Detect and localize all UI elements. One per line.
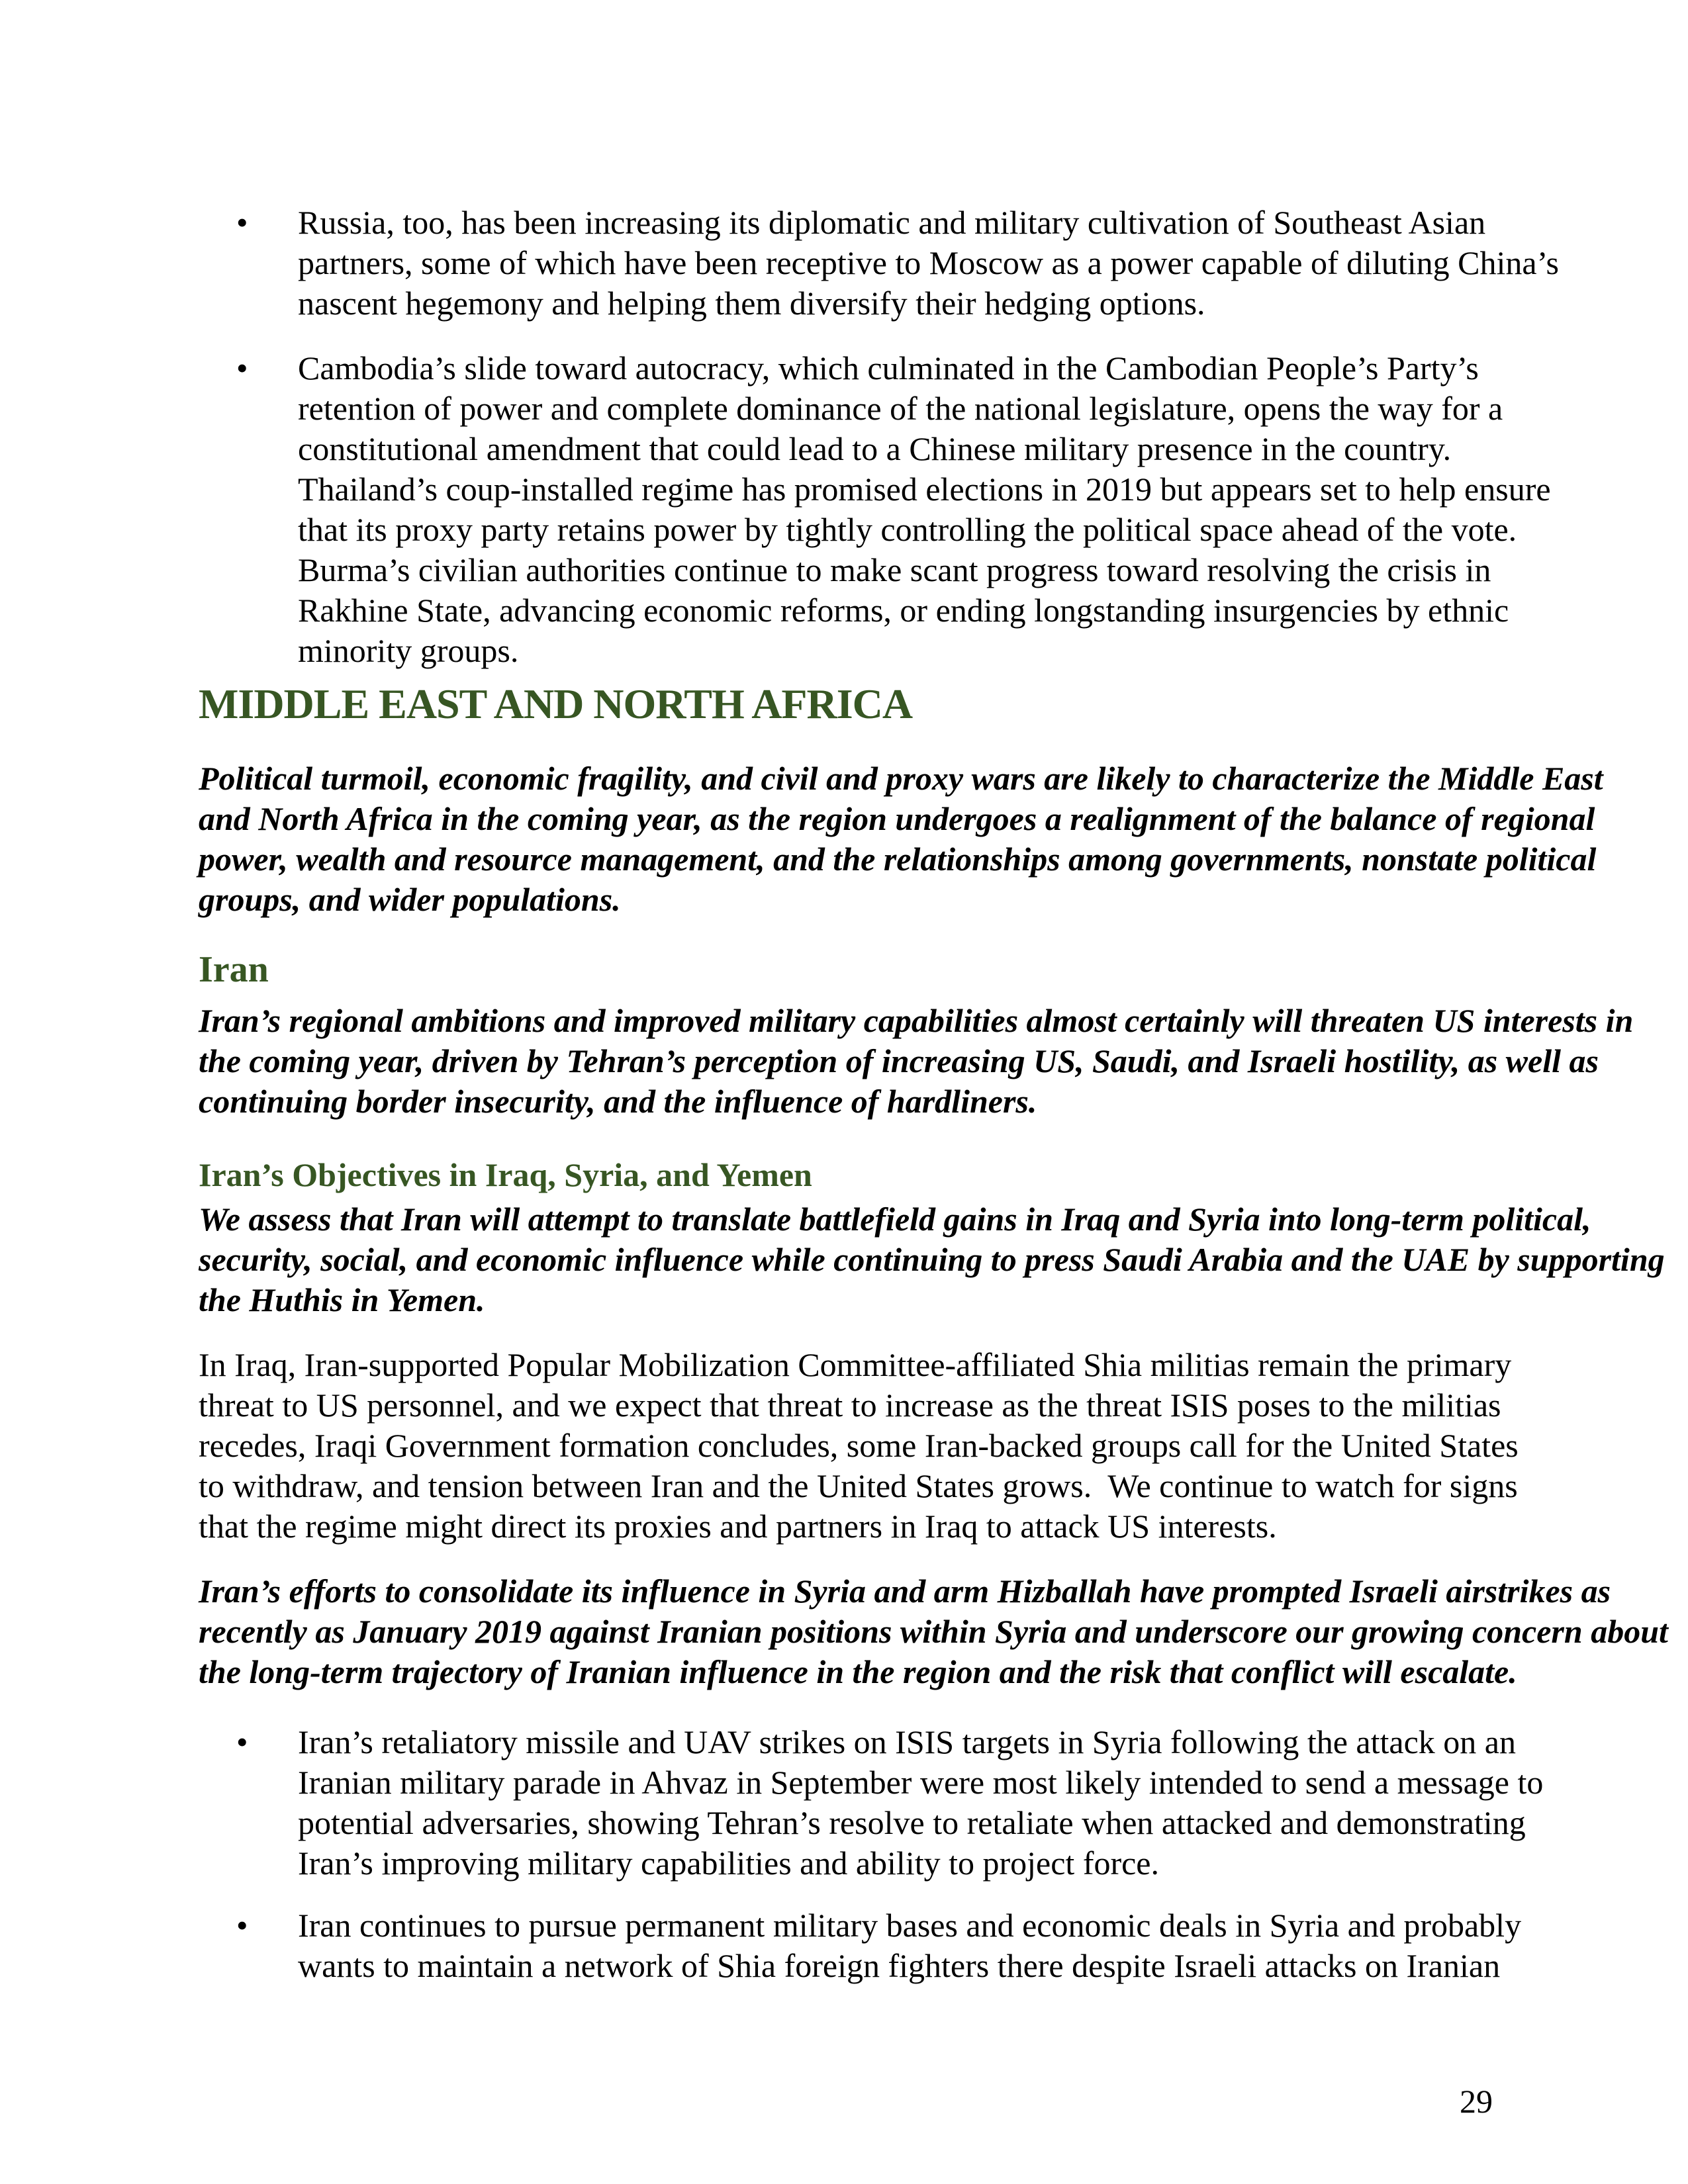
text-line: Cambodia’s slide toward autocracy, which culminated in the Cambodian People’s Party’s: [298, 349, 1479, 387]
bullet-item-russia: [199, 203, 1559, 324]
text-line: that its proxy party retains power by tightly controlling the political space ahead of the vote.: [298, 511, 1517, 548]
text-line: and North Africa in the coming year, as the region undergoes a realignment of the balance of regional: [199, 800, 1595, 837]
text-line: nascent hegemony and helping them diversify their hedging options.: [298, 285, 1205, 322]
iraq-paragraph: [199, 1345, 1519, 1547]
subsubsection-heading-objectives: Iran’s Objectives in Iraq, Syria, and Yemen: [199, 1156, 812, 1193]
text-line: recently as January 2019 against Iranian positions within Syria and underscore our growing concern about: [199, 1613, 1668, 1650]
section-heading-container: [199, 680, 1516, 728]
text-line: Russia, too, has been increasing its diplomatic and military cultivation of Southeast Asian: [298, 204, 1486, 241]
text-line: potential adversaries, showing Tehran’s resolve to retaliate when attacked and demonstrating: [298, 1804, 1526, 1841]
iran-assessment: [199, 1001, 1634, 1122]
text-line: In Iraq, Iran-supported Popular Mobilization Committee-affiliated Shia militias remain the primary: [199, 1346, 1512, 1383]
text-line: power, wealth and resource management, and the relationships among governments, nonstate political: [199, 841, 1597, 878]
bullet-item-bases: [199, 1905, 1522, 1986]
bullet-item-cambodia: [199, 348, 1551, 671]
text-line: Thailand’s coup-installed regime has promised elections in 2019 but appears set to help ensure: [298, 471, 1551, 508]
text-line: Iran’s efforts to consolidate its influence in Syria and arm Hizballah have prompted Israeli airstrikes as: [199, 1572, 1611, 1610]
text-line: Iranian military parade in Ahvaz in September were most likely intended to send a message to: [298, 1764, 1544, 1801]
text-line: We assess that Iran will attempt to translate battlefield gains in Iraq and Syria into long-term political,: [199, 1201, 1591, 1238]
page-number: 29: [1460, 2083, 1493, 2120]
text-line: security, social, and economic influence while continuing to press Saudi Arabia and the UAE by supporting: [199, 1241, 1665, 1278]
text-line: minority groups.: [298, 632, 519, 669]
text-line: Iran continues to pursue permanent military bases and economic deals in Syria and probably: [298, 1907, 1522, 1944]
bullet-icon: •: [236, 1723, 248, 1760]
bullet-icon: •: [236, 1907, 248, 1944]
section-intro-assessment: [199, 758, 1603, 920]
text-line: wants to maintain a network of Shia foreign fighters there despite Israeli attacks on Iranian: [298, 1947, 1501, 1984]
objectives-assessment: [199, 1199, 1665, 1320]
syria-paragraph: [199, 1571, 1668, 1692]
text-line: recedes, Iraqi Government formation concludes, some Iran-backed groups call for the United States: [199, 1427, 1519, 1464]
text-line: Iran’s improving military capabilities and ability to project force.: [298, 1844, 1160, 1882]
subsection-heading-iran: Iran: [199, 949, 269, 990]
text-line: Rakhine State, advancing economic reforms, or ending longstanding insurgencies by ethnic: [298, 592, 1509, 629]
text-line: partners, some of which have been receptive to Moscow as a power capable of diluting China’s: [298, 244, 1559, 281]
text-line: threat to US personnel, and we expect that threat to increase as the threat ISIS poses to the militias: [199, 1387, 1501, 1424]
section-heading: MIDDLE EAST AND NORTH AFRICA: [199, 680, 913, 727]
text-line: groups, and wider populations.: [199, 881, 621, 918]
text-line: constitutional amendment that could lead to a Chinese military presence in the country.: [298, 430, 1452, 467]
subsubsection-heading-container: [199, 1156, 1516, 1194]
text-line: Iran’s retaliatory missile and UAV strikes on ISIS targets in Syria following the attack on an: [298, 1723, 1516, 1760]
text-line: retention of power and complete dominance of the national legislature, opens the way for a: [298, 390, 1503, 427]
text-line: Iran’s regional ambitions and improved military capabilities almost certainly will threaten US interests in: [199, 1002, 1634, 1039]
text-line: Burma’s civilian authorities continue to make scant progress toward resolving the crisis in: [298, 551, 1491, 588]
bullet-item-retaliatory: [199, 1722, 1544, 1884]
text-line: the long-term trajectory of Iranian influence in the region and the risk that conflict will escalate.: [199, 1653, 1517, 1690]
text-line: the coming year, driven by Tehran’s perception of increasing US, Saudi, and Israeli hostility, as well as: [199, 1042, 1599, 1079]
text-line: continuing border insecurity, and the influence of hardliners.: [199, 1083, 1037, 1120]
subsection-heading-container: [199, 949, 1516, 990]
bullet-icon: •: [236, 204, 248, 241]
bullet-icon: •: [236, 349, 248, 387]
text-line: Political turmoil, economic fragility, and civil and proxy wars are likely to characterize the Middle East: [199, 760, 1603, 797]
text-line: to withdraw, and tension between Iran and the United States grows. We continue to watch for signs: [199, 1467, 1518, 1504]
text-line: that the regime might direct its proxies and partners in Iraq to attack US interests.: [199, 1508, 1277, 1545]
text-line: the Huthis in Yemen.: [199, 1281, 485, 1318]
